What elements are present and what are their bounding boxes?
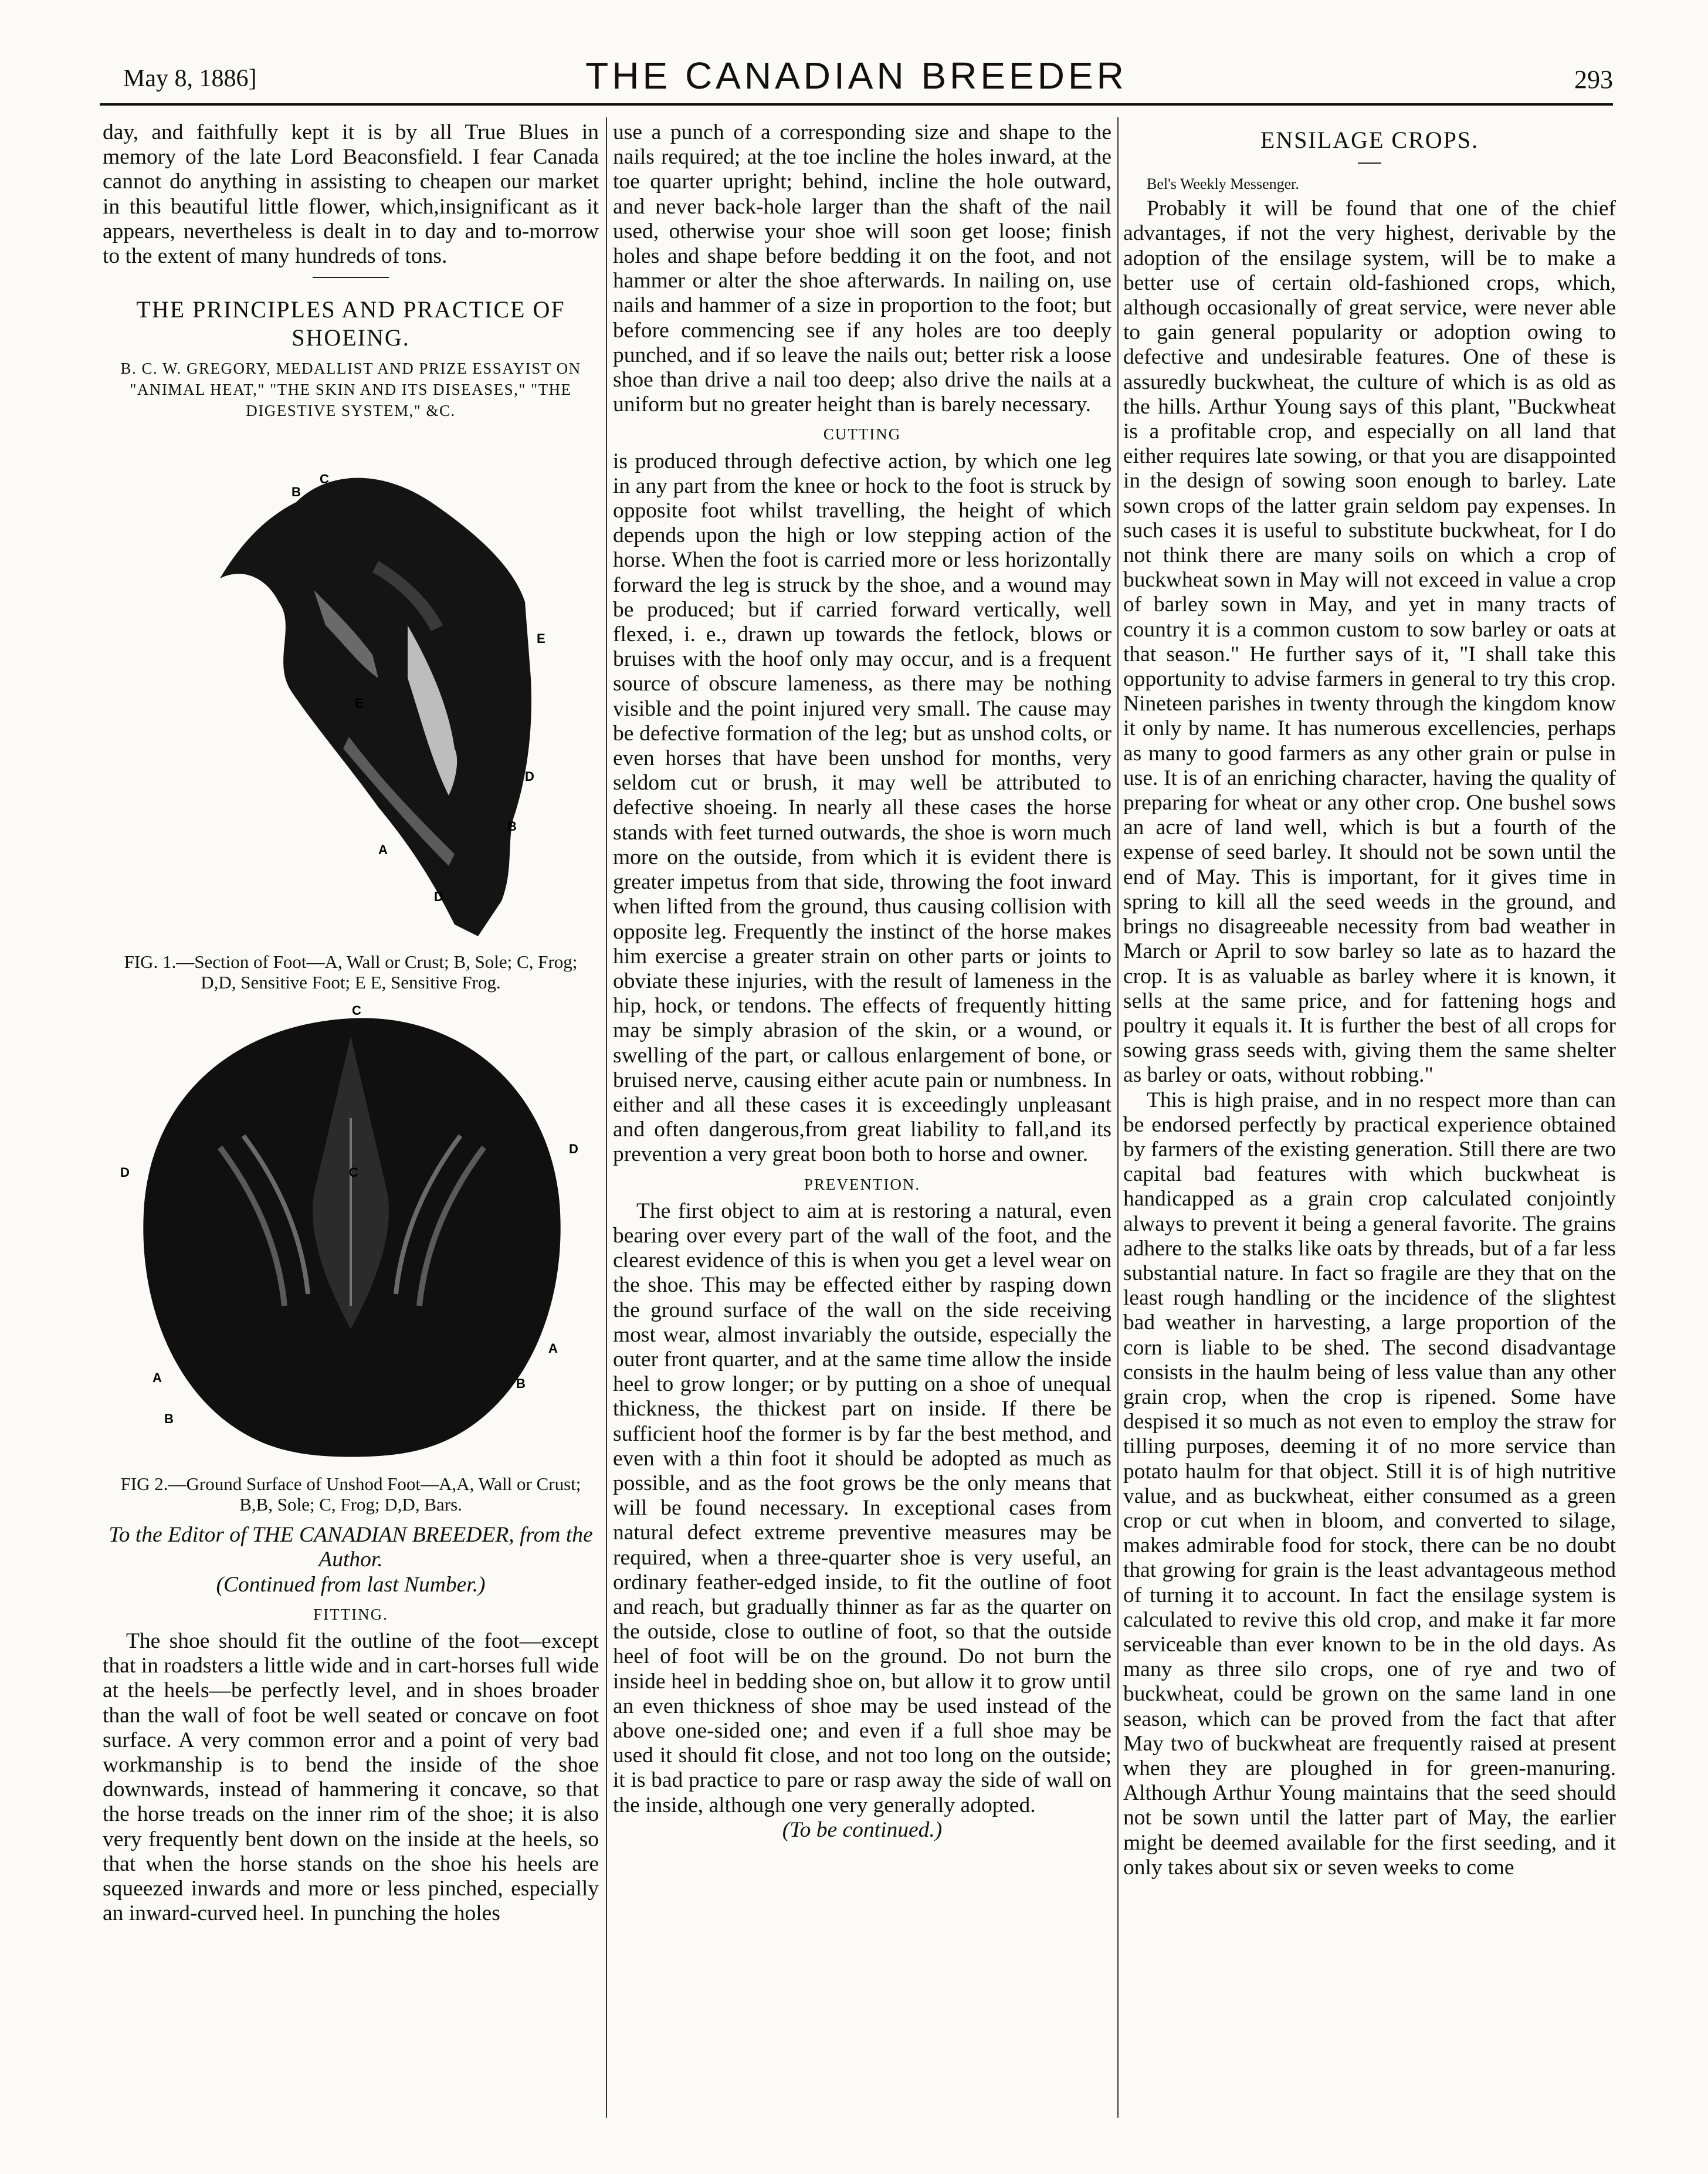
fig1-label: D: [434, 889, 443, 905]
fig1-label: C: [320, 472, 329, 487]
fig2-label: C: [349, 1165, 358, 1180]
cutting-paragraph: is produced through defective action, by which one leg in any part from the knee or hock to the foot is struck by opposite foot whilst travelling, the height of which depends upon the high or low stepping action of the horse. When the foot is carried more or less horizontally forward the leg is struck by the shoe, and a wound may be produced; but if carried forward vertically, well flexed, i. e., drawn up towards the fetlock, blows or bruises with the hoof only may occur, and is a frequent source of obscure lameness, as there may be nothing visible and the point injured very small. The cause may be defective formation of the leg; but as unshod colts, or even horses that have been unshod for months, very seldom cut or brush, it may well be attributed to defective shoeing. In nearly all these cases the horse stands with feet turned outwards, the shoe is worn much more on the outside, from which it is evident there is greater impetus from that side, throwing the foot inward when lifted from the ground, thus causing collision with opposite leg. Frequently the instinct of the horse makes him exercise a greater strain on other parts or joints to obviate these injuries, with the result of lameness in the hip, hock, or tendons. The effects of frequently hitting may be simply abrasion of the skin, or a wound, or swelling of the part, or callous enlargement of bone, or bruised nerve, causing either acute pain or numbness. In either and all these cases it is exceedingly unpleasant and often dangerous,from great liability to fall,and its prevention a very great boon both to horse and owner.: [613, 449, 1111, 1167]
header-rule: [100, 103, 1613, 106]
fig2-label: D: [569, 1142, 578, 1157]
column-1: [103, 120, 599, 1926]
article-title: THE PRINCIPLES AND PRACTICE OF SHOEING.: [136, 296, 565, 351]
hoof-section-illustration: [103, 432, 599, 948]
masthead: [100, 54, 1613, 101]
fitting-paragraph: The shoe should fit the outline of the foot—except that in roadsters a little wide and in cart-horses full wide at the heels—be perfectly level, and in shoes broader than the wall of foot be well seated or concave on foot surface. A very common error and a point of very bad workmanship is to bend the inside of the shoe downwards, instead of hammering it concave, so that the horse treads on the inner rim of the shoe; it is also very frequently bent down on the inside at the heels, so that when the horse stands on the shoe his heels are squeezed inwards and more or less pinched, especially an inward-curved heel. In punching the holes: [103, 1629, 599, 1926]
fig2-label: C: [352, 1003, 361, 1018]
publication-title: THE CANADIAN BREEDER: [585, 55, 1127, 97]
hoof-ground-surface-illustration: [103, 1001, 599, 1470]
column-3: [1123, 120, 1616, 1880]
prevention-paragraph: The first object to aim at is restoring a natural, even bearing over every part of the wall of the foot, and the clearest evidence of this is when you get a level wear on the shoe. This may be effected either by rasping down the ground surface of the wall on the side receiving most wear, almost invariably the outside, especially the outer front quarter, and at the same time allow the inside heel to grow longer; or by putting on a shoe of unequal thickness, the thickest part on inside. If there be sufficient hoof the former is by far the best method, and even with a thin foot it should be adopted as much as possible, and as the foot grows be the only means that will be found necessary. In exceptional cases from natural defect extreme preventive measures may be required, when a three-quarter shoe is very useful, an ordinary feather-edged inside, to fit the outline of foot and reach, but gradually thinner as far as the quarter on the outside, close to outline of foot, so that the outside heel of foot will be on the ground. Do not burn the inside heel in bedding shoe on, but allow it to grow until an even thickness of shoe may be used instead of the above one-sided one; and even if a full shoe may be used it should fit close, and not too long on the outside; it is bad practice to pare or rasp away the side of wall on the inside, although one very generally adopted.: [613, 1198, 1111, 1817]
paragraph: use a punch of a corresponding size and shape to the nails required; at the toe incline the holes inward, at the toe quarter upright; behind, incline the hole outward, and never back-hole larger than the shaft of the nail used, otherwise your shoe will soon get loose; finish holes and shape before bedding it on the foot, and not hammer or alter the shoe afterwards. In nailing on, use nails and hammer of a size in proportion to the foot; but before commencing see if any holes are too deeply punched, and if so leave the nails out; better risk a loose shoe than drive a nail too deep; also drive the nails at a uniform but no greater height than is barely necessary.: [613, 120, 1111, 417]
article-title: ENSILAGE CROPS.: [1260, 127, 1479, 153]
paragraph: Probably it will be found that one of the chief advantages, if not the very highest, derivable by the adoption of the ensilage system, will be to make a better use of certain old-fashioned crops, which, although occasionally of great service, were never able to gain general popularity or adoption owing to defective and undesirable features. One of these is assuredly buckwheat, the culture of which is as old as the hills. Arthur Young says of this plant, "Buckwheat is a profitable crop, and especially on all land that either requires late sowing, or that you are disappointed in the design of sowing soon enough to barley. Late sown crops of the latter grain seldom pay expenses. In such cases it is useful to substitute buckwheat, for I do not think there are many soils on which a crop of buckwheat sown in May will not exceed in value a crop of barley sown in May, and yet in many tracts of country it is a common custom to sow barley or oats at that season." He further says of it, "I shall take this opportunity to advise farmers in general to try this crop. Nineteen parishes in twenty through the kingdom know it only by name. It has numerous excellencies, perhaps as many to good farmers as any other grain or pulse in use. It is of an enriching character, having the quality of preparing for wheat or any other crop. One bushel sows an acre of land well, which is but a fourth of the expense of seed barley. It should not be sown until the end of May. This is important, for it gives time in spring to kill all the seed weeds in the ground, and brings no disagreeable necessity from bad weather in March or April to sow barley so late as to hazard the crop. It is as valuable as barley where it is known, it sells at the same price, and for fattening hogs and poultry it equals it. It is further the best of all crops for sowing grass seeds with, giving them the same shelter as barley or oats, without robbing.": [1123, 197, 1616, 1088]
section-head-fitting: FITTING.: [313, 1605, 388, 1623]
fig2-label: A: [548, 1341, 558, 1356]
fig1-label: E: [537, 631, 545, 646]
fig1-label: E: [355, 696, 364, 711]
intro-paragraph: day, and faithfully kept it is by all True Blues in memory of the late Lord Beaconsfield. I fear Canada cannot do anything in assisting to cheapen our market in this beautiful little flower, which,insignificant as it appears, nevertheless is dealt in to day and to-morrow to the extent of many hundreds of tons.: [103, 120, 599, 269]
fig1-label: A: [378, 842, 388, 858]
section-head-cutting: CUTTING: [823, 425, 902, 443]
figure-1: [103, 432, 599, 948]
fig1-label: D: [525, 769, 534, 784]
issue-date: May 8, 1886]: [123, 65, 257, 92]
section-head-prevention: PREVENTION.: [804, 1175, 921, 1193]
paragraph: This is high praise, and in no respect more than can be endorsed perfectly by practical experience obtained by farmers of the existing generation. Still there are two capital bad features with which buckwheat is handicapped as a grain crop calculated conjointly always to prevent it being a general favorite. The grains adhere to the stalks like oats by threads, but of a far less substantial nature. In fact so fragile are they that on the least rough handling or the incidence of the slightest bad weather in harvesting, a large proportion of the corn is liable to be shed. The second disadvantage consists in the haulm being of less value than any other grain crop, when the crop is ripened. Some have despised it so much as not even to employ the straw for tilling purposes, deeming it of no more service than potato haulm for that object. Still it is of high nutritive value, and as buckwheat, either consumed as a green crop or cut when in bloom, and converted to silage, makes admirable food for stock, there can be no doubt that growing for grain is the least advantageous method of turning it to account. In fact the ensilage system is calculated to revive this old crop, and make it far more serviceable than ever known to be in the old days. As many as three silo crops, one of rye and two of buckwheat, could be grown on the same land in one season, which can be proved from the fact that after May two of buckwheat are frequently raised at present when they are ploughed in for green-manuring. Although Arthur Young maintains that the seed should not be sown until the latter part of May, the earlier might be deemed available for the first seeding, and it only takes about six or seven weeks to come: [1123, 1088, 1616, 1880]
column-divider: [606, 117, 607, 2118]
fig2-label: D: [120, 1165, 130, 1180]
fig1-label: B: [292, 485, 301, 500]
figure-2: [103, 1001, 599, 1470]
continued-note: (Continued from last Number.): [216, 1572, 486, 1597]
to-be-continued: (To be continued.): [782, 1817, 943, 1842]
fig2-label: A: [152, 1370, 162, 1386]
fig2-label: B: [164, 1411, 174, 1427]
column-divider: [1117, 117, 1119, 2118]
source-credit: Bel's Weekly Messenger.: [1147, 175, 1299, 192]
article-byline: B. C. W. GREGORY, MEDALLIST AND PRIZE ESSAYIST ON "ANIMAL HEAT," "THE SKIN AND ITS DISEASES," "THE DIGESTIVE SYSTEM," &C.: [120, 360, 581, 420]
fig1-label: B: [507, 819, 517, 834]
divider: [1358, 162, 1381, 164]
page-number: 293: [1574, 65, 1613, 94]
divider: [313, 277, 389, 278]
column-2: [613, 120, 1111, 1843]
figure-1-caption: FIG. 1.—Section of Foot—A, Wall or Crust; B, Sole; C, Frog; D,D, Sensitive Foot; E E, Sensitive Frog.: [124, 951, 578, 993]
figure-2-caption: FIG 2.—Ground Surface of Unshod Foot—A,A, Wall or Crust; B,B, Sole; C, Frog; D,D, Bars.: [120, 1474, 581, 1515]
editor-note: To the Editor of THE CANADIAN BREEDER, from the Author.: [109, 1523, 593, 1572]
fig2-label: B: [516, 1376, 526, 1391]
